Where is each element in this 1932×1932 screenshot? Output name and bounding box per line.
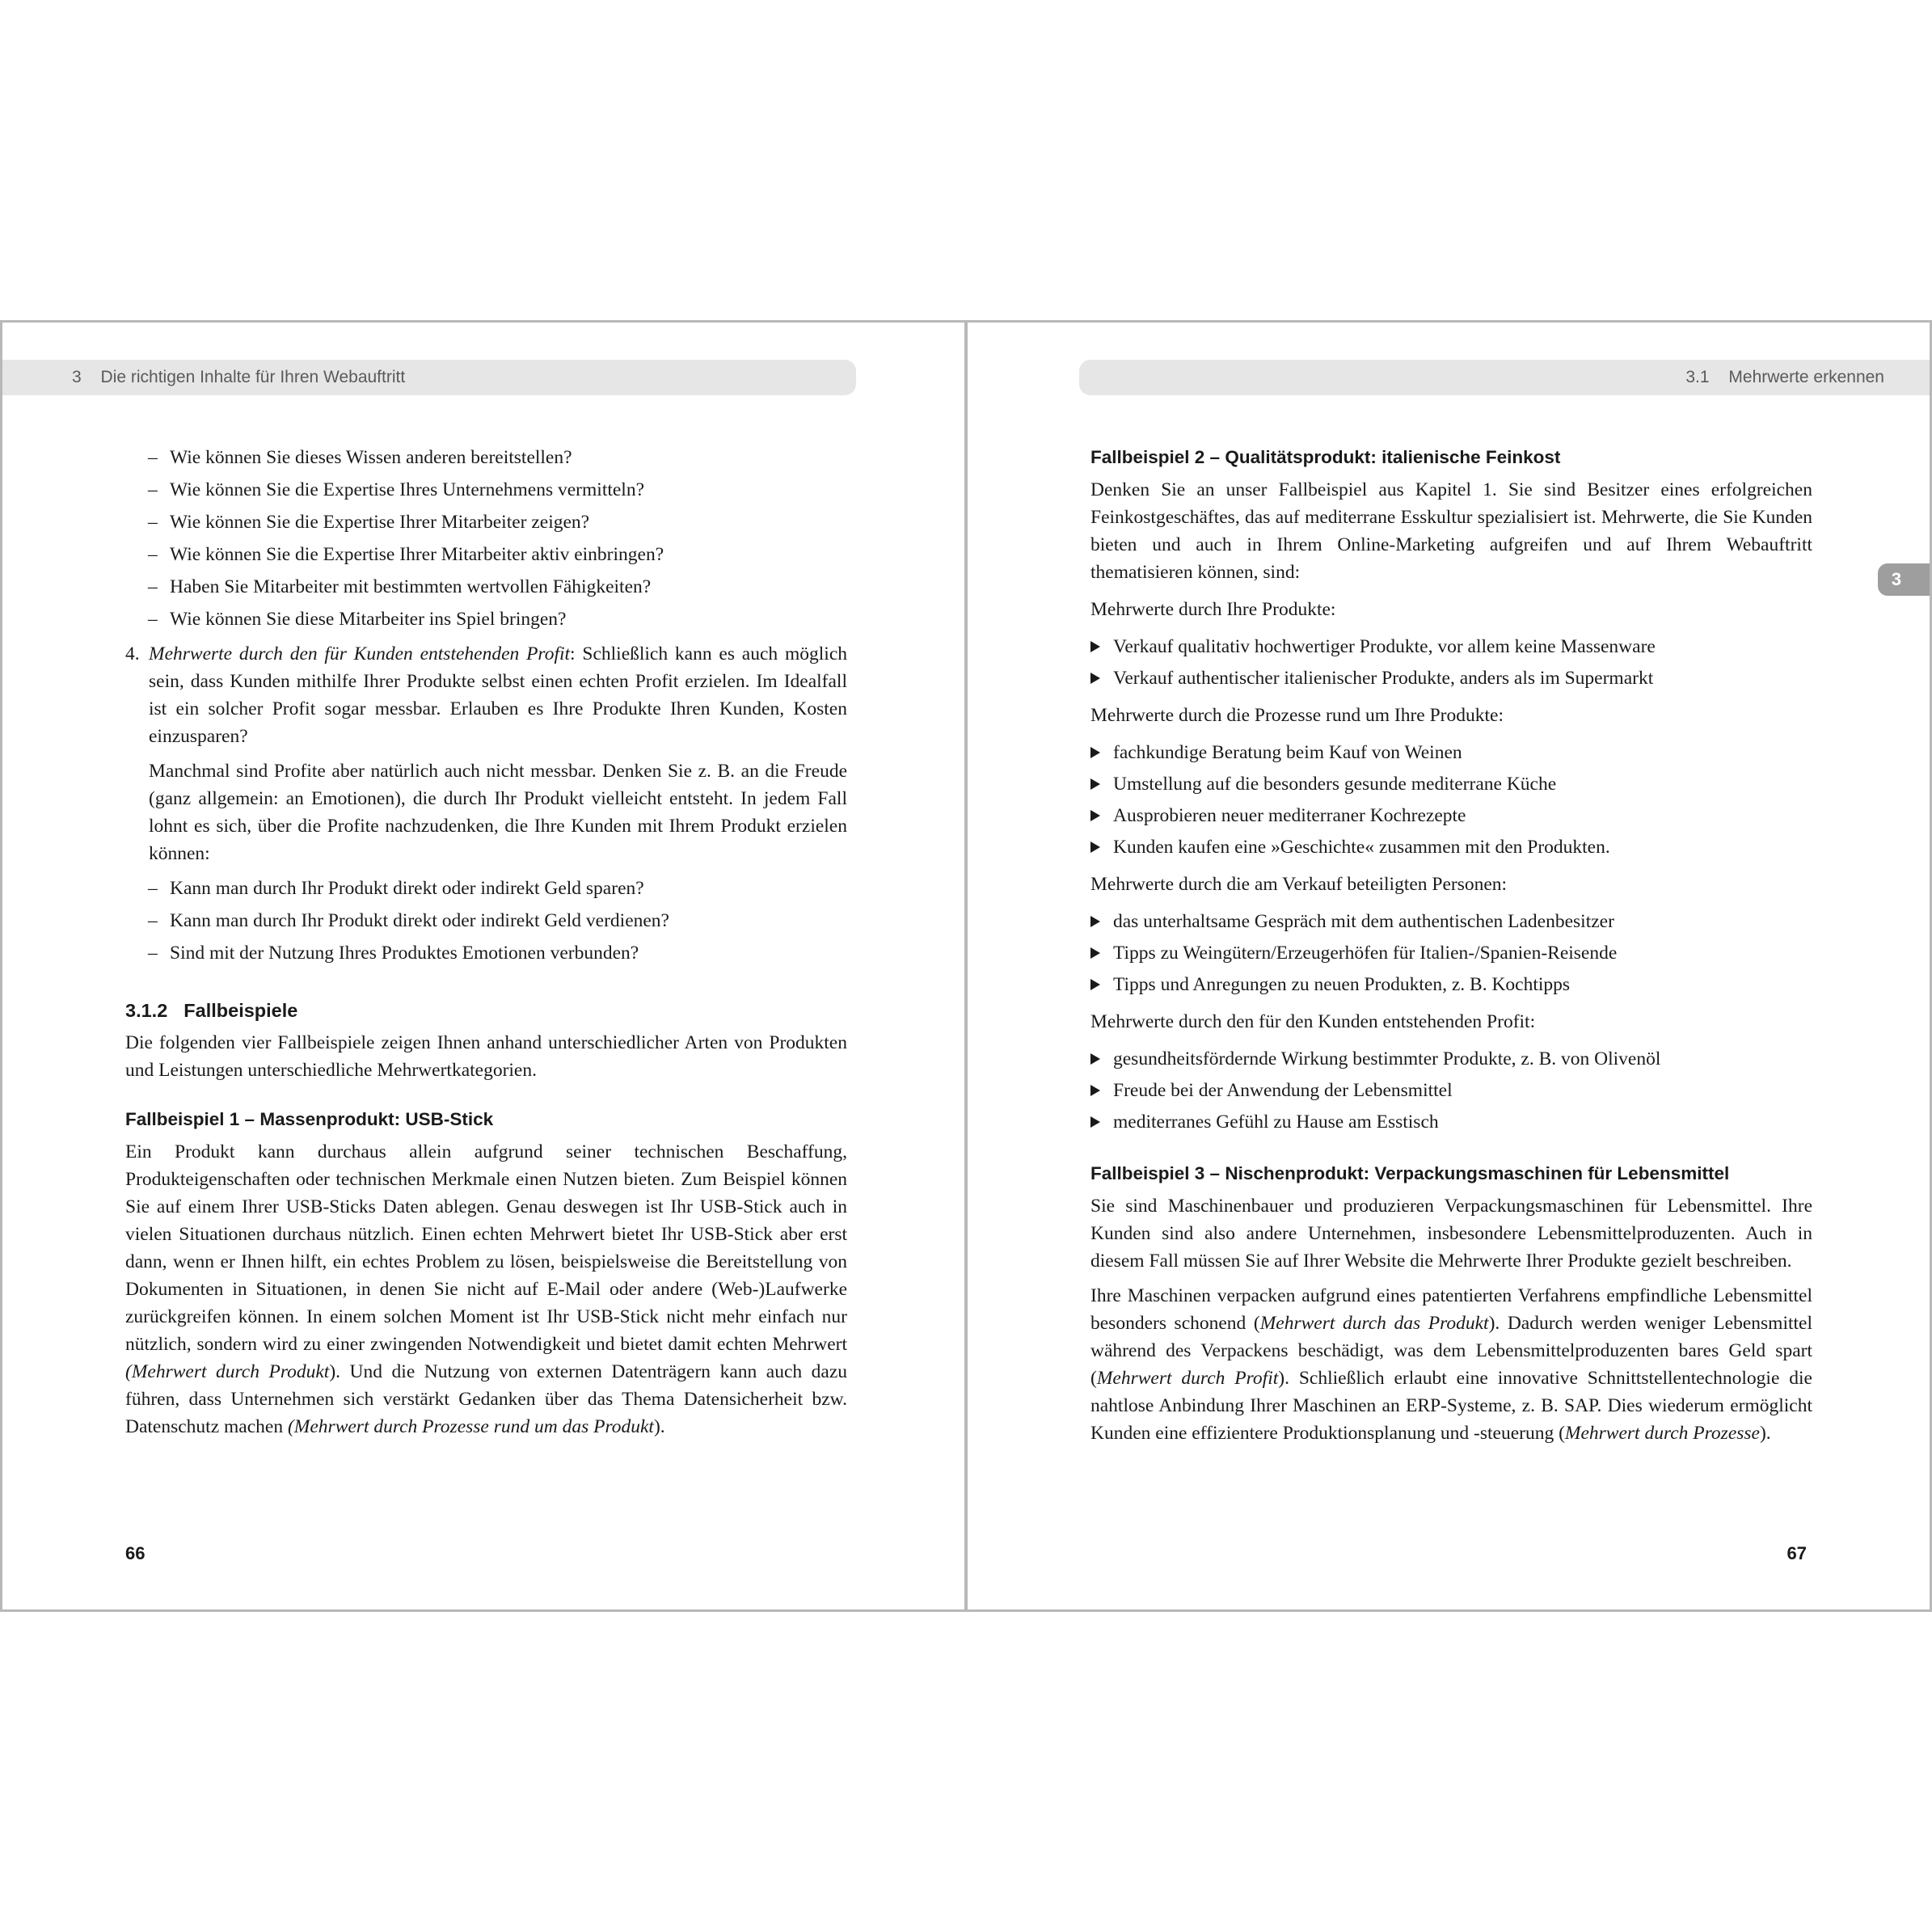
triangle-bullet-icon — [1090, 810, 1100, 821]
section-heading — [125, 997, 847, 1024]
list-item: Freude bei der Anwendung der Lebensmittel — [1090, 1077, 1812, 1104]
list-item: – Haben Sie Mitarbeiter mit bestimmten wertvollen Fähigkeiten? — [148, 576, 652, 597]
group-label: Mehrwerte durch die Prozesse rund um Ihre Produkte: — [1090, 705, 1504, 726]
expertise-question-list — [125, 444, 847, 633]
list-item: gesundheitsfördernde Wirkung bestimmter Produkte, z. B. von Olivenöl — [1090, 1045, 1812, 1073]
running-head-chapter-title: Die richtigen Inhalte für Ihren Webauftritt — [100, 368, 406, 386]
group-label: Mehrwerte durch die am Verkauf beteiligten Personen: — [1090, 874, 1508, 895]
profit-question-list — [125, 875, 847, 967]
list-item: Ausprobieren neuer mediterraner Kochrezepte — [1090, 802, 1812, 829]
item-number: 4. — [125, 643, 140, 664]
list-item: – Kann man durch Ihr Produkt direkt oder indirekt Geld sparen? — [148, 878, 644, 899]
triangle-bullet-icon — [1090, 673, 1100, 684]
list-item: fachkundige Beratung beim Kauf von Weinen — [1090, 739, 1812, 766]
list-item: – Wie können Sie diese Mitarbeiter ins Spiel bringen? — [148, 609, 567, 630]
triangle-bullet-icon — [1090, 1053, 1100, 1065]
bullet-list-processes — [1090, 739, 1812, 861]
triangle-bullet-icon — [1090, 747, 1100, 758]
running-head-chapter-number: 3 — [72, 368, 82, 386]
chapter-thumb-tab: 3 — [1878, 563, 1932, 596]
triangle-bullet-icon — [1090, 1116, 1100, 1128]
case-3-paragraph-2: Ihre Maschinen verpacken aufgrund eines patentierten Verfahrens empfindliche Lebensmittel besonders schonend (Mehrwert durch das Produkt). Dadurch werden weniger Lebensmittel während des Verpackens beschädigt, was dem Lebensmittelproduzenten bares Geld spart (Mehrwert durch Profit). Schließlich erlaubt eine innovative Schnittstellentechnologie die nahtlose Anbindung Ihrer Maschinen an ERP-Systeme, z. B. SAP. Dies wiederum ermöglicht Kunden eine effizientere Produktionsplanung und -steuerung (Mehrwert durch Prozesse). — [1090, 1285, 1812, 1444]
group-label: Mehrwerte durch den für den Kunden entstehenden Profit: — [1090, 1011, 1536, 1032]
list-item: mediterranes Gefühl zu Hause am Esstisch — [1090, 1108, 1812, 1136]
list-item: das unterhaltsame Gespräch mit dem authentischen Ladenbesitzer — [1090, 908, 1812, 935]
section-intro: Die folgenden vier Fallbeispiele zeigen Ihnen anhand unterschiedlicher Arten von Produkten und Leistungen unterschiedliche Mehrwertkategorien. — [125, 1032, 847, 1081]
list-item: – Wie können Sie die Expertise Ihrer Mitarbeiter zeigen? — [148, 512, 590, 533]
page-number: 67 — [1786, 1543, 1807, 1563]
running-head-section-number: 3.1 — [1685, 368, 1710, 386]
list-item: – Wie können Sie die Expertise Ihres Unternehmens vermitteln? — [148, 479, 645, 500]
group-label: Mehrwerte durch Ihre Produkte: — [1090, 599, 1336, 620]
page-number: 66 — [125, 1543, 146, 1563]
case-3-heading: Fallbeispiel 3 – Nischenprodukt: Verpackungsmaschinen für Lebensmittel — [1090, 1163, 1730, 1183]
case-1-paragraph: Ein Produkt kann durchaus allein aufgrund seiner technischen Beschaffung, Produkteigenschaften oder technischen Merkmale einen Nutzen bieten. Zum Beispiel können Sie auf einem Ihrer USB-Sticks Daten ablegen. Genau deswegen ist Ihr USB-Stick auch in vielen Situationen durchaus nützlich. Einen echten Mehrwert bietet Ihr USB-Stick aber erst dann, wenn er Ihnen hilft, ein echtes Problem zu lösen, beispielsweise die Bereitstellung von Dokumenten in Situationen, in denen Sie nicht auf E-Mail oder andere (Web-)Laufwerke zurückgreifen können. In einem solchen Moment ist Ihr USB-Stick nicht mehr einfach nur nützlich, sondern wird zu einer zwingenden Notwendigkeit und bietet damit echten Mehrwert (Mehrwert durch Produkt). Und die Nutzung von externen Datenträgern kann auch dazu führen, dass Unternehmen sich verstärkt Gedanken über das Thema Datensicherheit bzw. Datenschutz machen (Mehrwert durch Prozesse rund um das Produkt). — [125, 1141, 847, 1437]
right-page — [965, 320, 1932, 1612]
list-item: Tipps zu Weingütern/Erzeugerhöfen für Italien-/Spanien-Reisende — [1090, 939, 1812, 967]
running-head-left — [2, 360, 856, 395]
item-4-continuation: Manchmal sind Profite aber natürlich auch nicht messbar. Denken Sie z. B. an die Freude (ganz allgemein: an Emotionen), die durch Ihr Produkt vielleicht entsteht. In jedem Fall lohnt es sich, über die Profite nachzudenken, die Ihre Kunden mit Ihrem Produkt erzielen können: — [149, 761, 847, 864]
item-4-paragraph: Mehrwerte durch den für Kunden entstehenden Profit: Schließlich kann es auch möglich sein, dass Kunden mithilfe Ihrer Produkte selbst einen echten Profit erzielen. Im Idealfall ist ein solcher Profit sogar messbar. Erlauben es Ihre Produkte Ihren Kunden, Kosten einzusparen? — [149, 643, 847, 747]
list-item: – Kann man durch Ihr Produkt direkt oder indirekt Geld verdienen? — [148, 910, 669, 931]
bullet-list-profit — [1090, 1045, 1812, 1136]
triangle-bullet-icon — [1090, 979, 1100, 990]
left-page — [0, 320, 967, 1612]
list-item: Kunden kaufen eine »Geschichte« zusammen mit den Produkten. — [1090, 833, 1812, 861]
bullet-list-persons — [1090, 908, 1812, 998]
bullet-list-products — [1090, 633, 1812, 692]
list-item: Verkauf authentischer italienischer Produkte, anders als im Supermarkt — [1090, 664, 1812, 692]
list-item: – Sind mit der Nutzung Ihres Produktes Emotionen verbunden? — [148, 943, 639, 964]
triangle-bullet-icon — [1090, 947, 1100, 959]
section-number: 3.1.2 — [125, 1000, 168, 1021]
section-title: Fallbeispiele — [183, 1000, 298, 1021]
case-2-intro: Denken Sie an unser Fallbeispiel aus Kapitel 1. Sie sind Besitzer eines erfolgreichen Feinkostgeschäftes, das auf mediterrane Esskultur spezialisiert ist. Mehrwerte, die Sie Kunden bieten und auch in Ihrem Online-Marketing aufgreifen und auf Ihrem Webauftritt thematisieren können, sind: — [1090, 479, 1812, 583]
list-item: – Wie können Sie dieses Wissen anderen bereitstellen? — [148, 447, 572, 468]
triangle-bullet-icon — [1090, 641, 1100, 652]
running-head-right — [1079, 360, 1932, 395]
case-1-heading: Fallbeispiel 1 – Massenprodukt: USB-Stick — [125, 1109, 494, 1129]
triangle-bullet-icon — [1090, 916, 1100, 927]
case-2-heading: Fallbeispiel 2 – Qualitätsprodukt: italienische Feinkost — [1090, 447, 1561, 467]
triangle-bullet-icon — [1090, 842, 1100, 853]
case-3-paragraph-1: Sie sind Maschinenbauer und produzieren Verpackungsmaschinen für Lebensmittel. Ihre Kunden sind also andere Unternehmen, insbesondere Lebensmittelproduzenten. Auch in diesem Fall müssen Sie auf Ihrer Website die Mehrwerte Ihrer Produkte gezielt beschreiben. — [1090, 1196, 1812, 1272]
list-item: – Wie können Sie die Expertise Ihrer Mitarbeiter aktiv einbringen? — [148, 544, 664, 565]
list-item: Tipps und Anregungen zu neuen Produkten, z. B. Kochtipps — [1090, 971, 1812, 998]
running-head-section-title: Mehrwerte erkennen — [1728, 368, 1884, 386]
triangle-bullet-icon — [1090, 1085, 1100, 1096]
left-page-body — [125, 444, 847, 1448]
list-item: Verkauf qualitativ hochwertiger Produkte, vor allem keine Massenware — [1090, 633, 1812, 660]
numbered-item-4 — [125, 640, 847, 967]
list-item: Umstellung auf die besonders gesunde mediterrane Küche — [1090, 770, 1812, 798]
right-page-body — [1090, 444, 1812, 1454]
triangle-bullet-icon — [1090, 778, 1100, 790]
